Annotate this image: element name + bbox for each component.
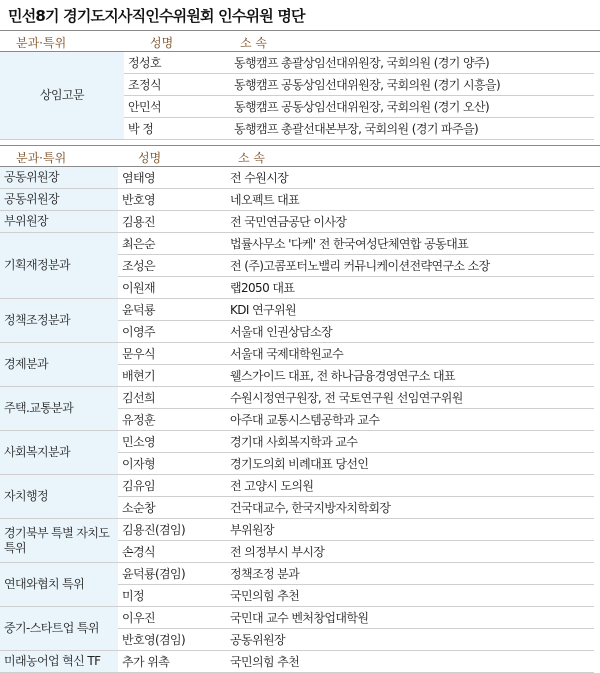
member-name: 김선희 [118, 387, 226, 409]
group-category: 중기-스타트업 특위 [0, 607, 118, 651]
group-category: 상임고문 [0, 52, 124, 140]
member-position: 전 의정부시 부시장 [226, 541, 594, 563]
member-name: 안민석 [124, 96, 230, 118]
group-category: 사회복지분과 [0, 431, 118, 475]
member-name: 추가 위촉 [118, 651, 226, 673]
member-row [0, 167, 594, 189]
header-name-2: 성명 [138, 151, 162, 165]
page-title: 민선8기 경기도지사직인수위원회 인수위원 명단 [8, 7, 305, 25]
member-position: 전 국민연금공단 이사장 [226, 211, 594, 233]
header-position-2: 소 속 [238, 151, 265, 165]
member-position: 아주대 교통시스템공학과 교수 [226, 409, 594, 431]
member-position: 서울대 국제대학원교수 [226, 343, 594, 365]
member-row [0, 475, 594, 497]
member-name: 김용진(겸임) [118, 519, 226, 541]
member-row [0, 563, 594, 585]
member-position: 동행캠프 총괄상임선대위원장, 국회의원 (경기 양주) [230, 52, 594, 74]
member-name: 유정훈 [118, 409, 226, 431]
group-category: 정책조정분과 [0, 299, 118, 343]
group-category: 미래농어업 혁신 TF [0, 651, 118, 673]
member-name: 정성호 [124, 52, 230, 74]
member-position: 전 고양시 도의원 [226, 475, 594, 497]
member-row [0, 299, 594, 321]
member-row [0, 52, 594, 74]
group-category: 공동위원장 [0, 167, 118, 189]
member-name: 윤덕룡 [118, 299, 226, 321]
member-name: 조성은 [118, 255, 226, 277]
member-position: 국민의힘 추천 [226, 651, 594, 673]
section2-header [0, 146, 600, 166]
member-name: 최은순 [118, 233, 226, 255]
member-position: 전 (주)고콤포터노밸리 커뮤니케이션전략연구소 소장 [226, 255, 594, 277]
header-category: 분과·특위 [16, 36, 67, 50]
header-category-2: 분과·특위 [16, 151, 67, 165]
member-row [0, 387, 594, 409]
member-position: 경기도의회 비례대표 당선인 [226, 453, 594, 475]
member-row [0, 519, 594, 541]
member-position: 동행캠프 공동상임선대위원장, 국회의원 (경기 시흥을) [230, 74, 594, 96]
member-name: 이원재 [118, 277, 226, 299]
member-position: 랩2050 대표 [226, 277, 594, 299]
member-row [0, 233, 594, 255]
group-category: 자치행정 [0, 475, 118, 519]
member-position: 정책조정 분과 [226, 563, 594, 585]
member-position: 국민대 교수 벤처창업대학원 [226, 607, 594, 629]
member-position: 부위원장 [226, 519, 594, 541]
member-position: 공동위원장 [226, 629, 594, 651]
member-name: 김유임 [118, 475, 226, 497]
group-category: 기획재정분과 [0, 233, 118, 299]
header-name: 성명 [150, 36, 174, 50]
group-category: 경제분과 [0, 343, 118, 387]
member-position: 법률사무소 '다케' 전 한국여성단체연합 공동대표 [226, 233, 594, 255]
member-name: 배현기 [118, 365, 226, 387]
member-name: 이자형 [118, 453, 226, 475]
member-row [0, 343, 594, 365]
member-name: 민소영 [118, 431, 226, 453]
member-position: 경기대 사회복지학과 교수 [226, 431, 594, 453]
member-position: 건국대교수, 한국지방자치학회장 [226, 497, 594, 519]
member-position: 네오펙트 대표 [226, 189, 594, 211]
group-category: 연대와협치 특위 [0, 563, 118, 607]
member-row [0, 607, 594, 629]
member-name: 박 정 [124, 118, 230, 140]
member-position: 웰스가이드 대표, 전 하나금융경영연구소 대표 [226, 365, 594, 387]
member-name: 조정식 [124, 74, 230, 96]
member-name: 손경식 [118, 541, 226, 563]
member-name: 소순창 [118, 497, 226, 519]
group-category: 경기북부 특별 자치도 특위 [0, 519, 118, 563]
member-position: 동행캠프 총괄선대본부장, 국회의원 (경기 파주을) [230, 118, 594, 140]
member-row [0, 211, 594, 233]
member-row [0, 431, 594, 453]
member-row [0, 651, 594, 673]
member-position: 전 수원시장 [226, 167, 594, 189]
member-position: 동행캠프 공동상임선대위원장, 국회의원 (경기 오산) [230, 96, 594, 118]
member-row [0, 189, 594, 211]
member-name: 반호영 [118, 189, 226, 211]
member-position: 수원시정연구원장, 전 국토연구원 선임연구위원 [226, 387, 594, 409]
committee-members-table [0, 167, 594, 673]
member-name: 문우식 [118, 343, 226, 365]
member-position: KDI 연구위원 [226, 299, 594, 321]
member-name: 반호영(겸임) [118, 629, 226, 651]
member-name: 이영주 [118, 321, 226, 343]
group-category: 주택.교통분과 [0, 387, 118, 431]
member-position: 국민의힘 추천 [226, 585, 594, 607]
member-name: 이우진 [118, 607, 226, 629]
member-position: 서울대 인권상담소장 [226, 321, 594, 343]
group-category: 공동위원장 [0, 189, 118, 211]
header-position: 소 속 [240, 36, 267, 50]
member-name: 염태영 [118, 167, 226, 189]
section1-header [0, 31, 600, 51]
member-name: 김용진 [118, 211, 226, 233]
advisors-table [0, 52, 594, 140]
group-category: 부위원장 [0, 211, 118, 233]
member-name: 미정 [118, 585, 226, 607]
member-name: 윤덕룡(겸임) [118, 563, 226, 585]
